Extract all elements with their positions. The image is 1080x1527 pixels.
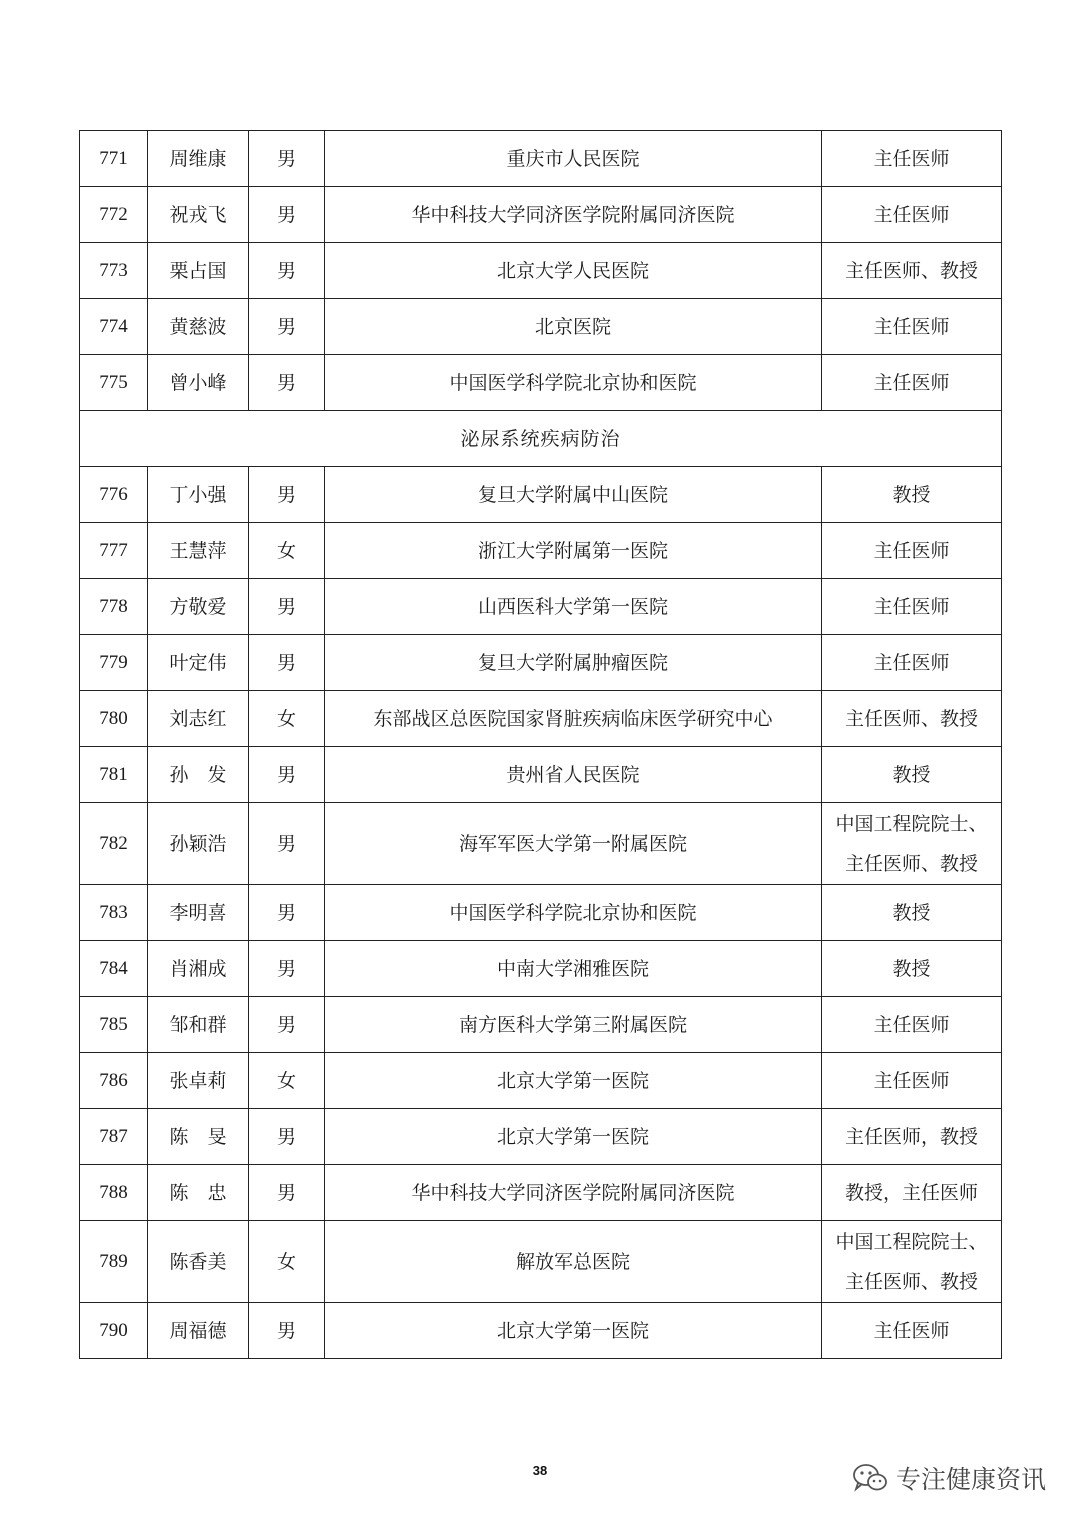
row-gender: 女 xyxy=(249,1053,325,1109)
row-title xyxy=(822,523,1002,579)
row-gender: 男 xyxy=(249,1109,325,1165)
row-number: 773 xyxy=(80,243,148,299)
row-title xyxy=(822,803,1002,885)
section-row xyxy=(80,411,1002,467)
row-number: 772 xyxy=(80,187,148,243)
row-number: 783 xyxy=(80,885,148,941)
row-name: 叶定伟 xyxy=(148,635,249,691)
row-organization: 山西医科大学第一医院 xyxy=(325,579,822,635)
row-title xyxy=(822,1165,1002,1221)
row-gender: 男 xyxy=(249,1165,325,1221)
row-title-line: 主任医师、教授 xyxy=(844,707,978,730)
row-title-line: 教授 xyxy=(892,763,931,786)
row-title-line: 主任医师、教授 xyxy=(844,852,978,875)
row-number: 777 xyxy=(80,523,148,579)
row-number: 775 xyxy=(80,355,148,411)
watermark-text: 专注健康资讯 xyxy=(895,1465,1046,1494)
table-row xyxy=(80,131,1002,187)
row-title xyxy=(822,355,1002,411)
row-name: 栗占国 xyxy=(148,243,249,299)
row-title xyxy=(822,187,1002,243)
row-name: 肖湘成 xyxy=(148,941,249,997)
row-gender: 男 xyxy=(249,941,325,997)
row-name: 邹和群 xyxy=(148,997,249,1053)
section-body xyxy=(80,411,1002,467)
row-organization: 解放军总医院 xyxy=(325,1221,822,1303)
table-row xyxy=(80,1053,1002,1109)
row-title-line: 中国工程院院士、 xyxy=(835,1230,988,1253)
row-gender: 男 xyxy=(249,187,325,243)
row-number: 784 xyxy=(80,941,148,997)
row-organization: 北京大学第一医院 xyxy=(325,1303,822,1359)
row-organization: 复旦大学附属肿瘤医院 xyxy=(325,635,822,691)
row-gender: 男 xyxy=(249,299,325,355)
row-organization: 北京医院 xyxy=(325,299,822,355)
row-organization: 中南大学湘雅医院 xyxy=(325,941,822,997)
row-name: 孙 发 xyxy=(148,747,249,803)
row-number: 771 xyxy=(80,131,148,187)
table-row xyxy=(80,1109,1002,1165)
row-number: 785 xyxy=(80,997,148,1053)
row-title-line: 主任医师 xyxy=(873,1319,950,1342)
table-row xyxy=(80,635,1002,691)
row-organization: 南方医科大学第三附属医院 xyxy=(325,997,822,1053)
row-gender: 男 xyxy=(249,355,325,411)
row-number: 789 xyxy=(80,1221,148,1303)
row-gender: 男 xyxy=(249,579,325,635)
row-title-line: 教授，主任医师 xyxy=(844,1181,978,1204)
row-organization: 贵州省人民医院 xyxy=(325,747,822,803)
row-title-line: 中国工程院院士、 xyxy=(835,812,988,835)
row-number: 782 xyxy=(80,803,148,885)
row-title-line: 主任医师 xyxy=(873,1069,950,1092)
table-row xyxy=(80,747,1002,803)
row-title-line: 主任医师 xyxy=(873,203,950,226)
row-gender: 男 xyxy=(249,467,325,523)
table-row xyxy=(80,1303,1002,1359)
row-name: 陈 旻 xyxy=(148,1109,249,1165)
row-title xyxy=(822,635,1002,691)
wechat-icon xyxy=(852,1463,888,1493)
row-title-line: 主任医师、教授 xyxy=(844,259,978,282)
row-organization: 北京大学人民医院 xyxy=(325,243,822,299)
row-title xyxy=(822,299,1002,355)
row-number: 788 xyxy=(80,1165,148,1221)
row-number: 781 xyxy=(80,747,148,803)
row-title xyxy=(822,1109,1002,1165)
row-name: 祝戎飞 xyxy=(148,187,249,243)
row-title xyxy=(822,691,1002,747)
row-gender: 男 xyxy=(249,635,325,691)
table-row xyxy=(80,941,1002,997)
row-title-line: 主任医师 xyxy=(873,539,950,562)
row-name: 方敬爱 xyxy=(148,579,249,635)
watermark xyxy=(852,1460,1046,1496)
row-gender: 男 xyxy=(249,803,325,885)
row-gender: 男 xyxy=(249,131,325,187)
row-title xyxy=(822,885,1002,941)
row-gender: 女 xyxy=(249,523,325,579)
row-number: 790 xyxy=(80,1303,148,1359)
table-row xyxy=(80,803,1002,885)
row-title xyxy=(822,131,1002,187)
row-name: 丁小强 xyxy=(148,467,249,523)
table-row xyxy=(80,579,1002,635)
row-number: 778 xyxy=(80,579,148,635)
table-row xyxy=(80,885,1002,941)
row-title xyxy=(822,579,1002,635)
row-title xyxy=(822,997,1002,1053)
table-row xyxy=(80,1221,1002,1303)
row-title-line: 主任医师，教授 xyxy=(844,1125,978,1148)
row-title xyxy=(822,243,1002,299)
roster-table xyxy=(79,130,1002,1359)
row-title xyxy=(822,467,1002,523)
row-gender: 男 xyxy=(249,243,325,299)
row-name: 黄慈波 xyxy=(148,299,249,355)
row-title-line: 教授 xyxy=(892,957,931,980)
row-number: 779 xyxy=(80,635,148,691)
row-title-line: 主任医师 xyxy=(873,147,950,170)
row-number: 786 xyxy=(80,1053,148,1109)
table-row xyxy=(80,1165,1002,1221)
row-name: 曾小峰 xyxy=(148,355,249,411)
row-title xyxy=(822,1053,1002,1109)
row-name: 张卓莉 xyxy=(148,1053,249,1109)
section-heading: 泌尿系统疾病防治 xyxy=(80,411,1002,467)
row-gender: 女 xyxy=(249,1221,325,1303)
row-number: 774 xyxy=(80,299,148,355)
row-name: 陈香美 xyxy=(148,1221,249,1303)
row-organization: 海军军医大学第一附属医院 xyxy=(325,803,822,885)
row-name: 刘志红 xyxy=(148,691,249,747)
row-name: 李明喜 xyxy=(148,885,249,941)
row-gender: 男 xyxy=(249,747,325,803)
row-organization: 华中科技大学同济医学院附属同济医院 xyxy=(325,187,822,243)
row-organization: 北京大学第一医院 xyxy=(325,1109,822,1165)
row-title-line: 教授 xyxy=(892,901,931,924)
table-row xyxy=(80,187,1002,243)
row-name: 陈 忠 xyxy=(148,1165,249,1221)
row-title xyxy=(822,1221,1002,1303)
table-row xyxy=(80,691,1002,747)
row-gender: 男 xyxy=(249,997,325,1053)
row-organization: 复旦大学附属中山医院 xyxy=(325,467,822,523)
roster-body-after xyxy=(80,467,1002,1359)
row-organization: 中国医学科学院北京协和医院 xyxy=(325,885,822,941)
table-row xyxy=(80,523,1002,579)
page-number: 38 xyxy=(532,1463,548,1478)
row-name: 周维康 xyxy=(148,131,249,187)
row-title-line: 主任医师 xyxy=(873,371,950,394)
table-row xyxy=(80,299,1002,355)
table-row xyxy=(80,997,1002,1053)
row-title-line: 教授 xyxy=(892,483,931,506)
row-title-line: 主任医师 xyxy=(873,651,950,674)
roster-body-before xyxy=(80,131,1002,411)
row-organization: 浙江大学附属第一医院 xyxy=(325,523,822,579)
table-row xyxy=(80,355,1002,411)
row-organization: 中国医学科学院北京协和医院 xyxy=(325,355,822,411)
row-organization: 东部战区总医院国家肾脏疾病临床医学研究中心 xyxy=(325,691,822,747)
row-gender: 女 xyxy=(249,691,325,747)
row-title-line: 主任医师 xyxy=(873,595,950,618)
row-number: 780 xyxy=(80,691,148,747)
row-title-line: 主任医师 xyxy=(873,315,950,338)
row-organization: 重庆市人民医院 xyxy=(325,131,822,187)
row-name: 王慧萍 xyxy=(148,523,249,579)
row-number: 776 xyxy=(80,467,148,523)
row-name: 孙颖浩 xyxy=(148,803,249,885)
row-title xyxy=(822,747,1002,803)
table-row xyxy=(80,467,1002,523)
table-row xyxy=(80,243,1002,299)
row-name: 周福德 xyxy=(148,1303,249,1359)
row-gender: 男 xyxy=(249,1303,325,1359)
row-number: 787 xyxy=(80,1109,148,1165)
row-title-line: 主任医师 xyxy=(873,1013,950,1036)
row-organization: 华中科技大学同济医学院附属同济医院 xyxy=(325,1165,822,1221)
row-gender: 男 xyxy=(249,885,325,941)
row-title-line: 主任医师、教授 xyxy=(844,1270,978,1293)
row-organization: 北京大学第一医院 xyxy=(325,1053,822,1109)
row-title xyxy=(822,941,1002,997)
row-title xyxy=(822,1303,1002,1359)
